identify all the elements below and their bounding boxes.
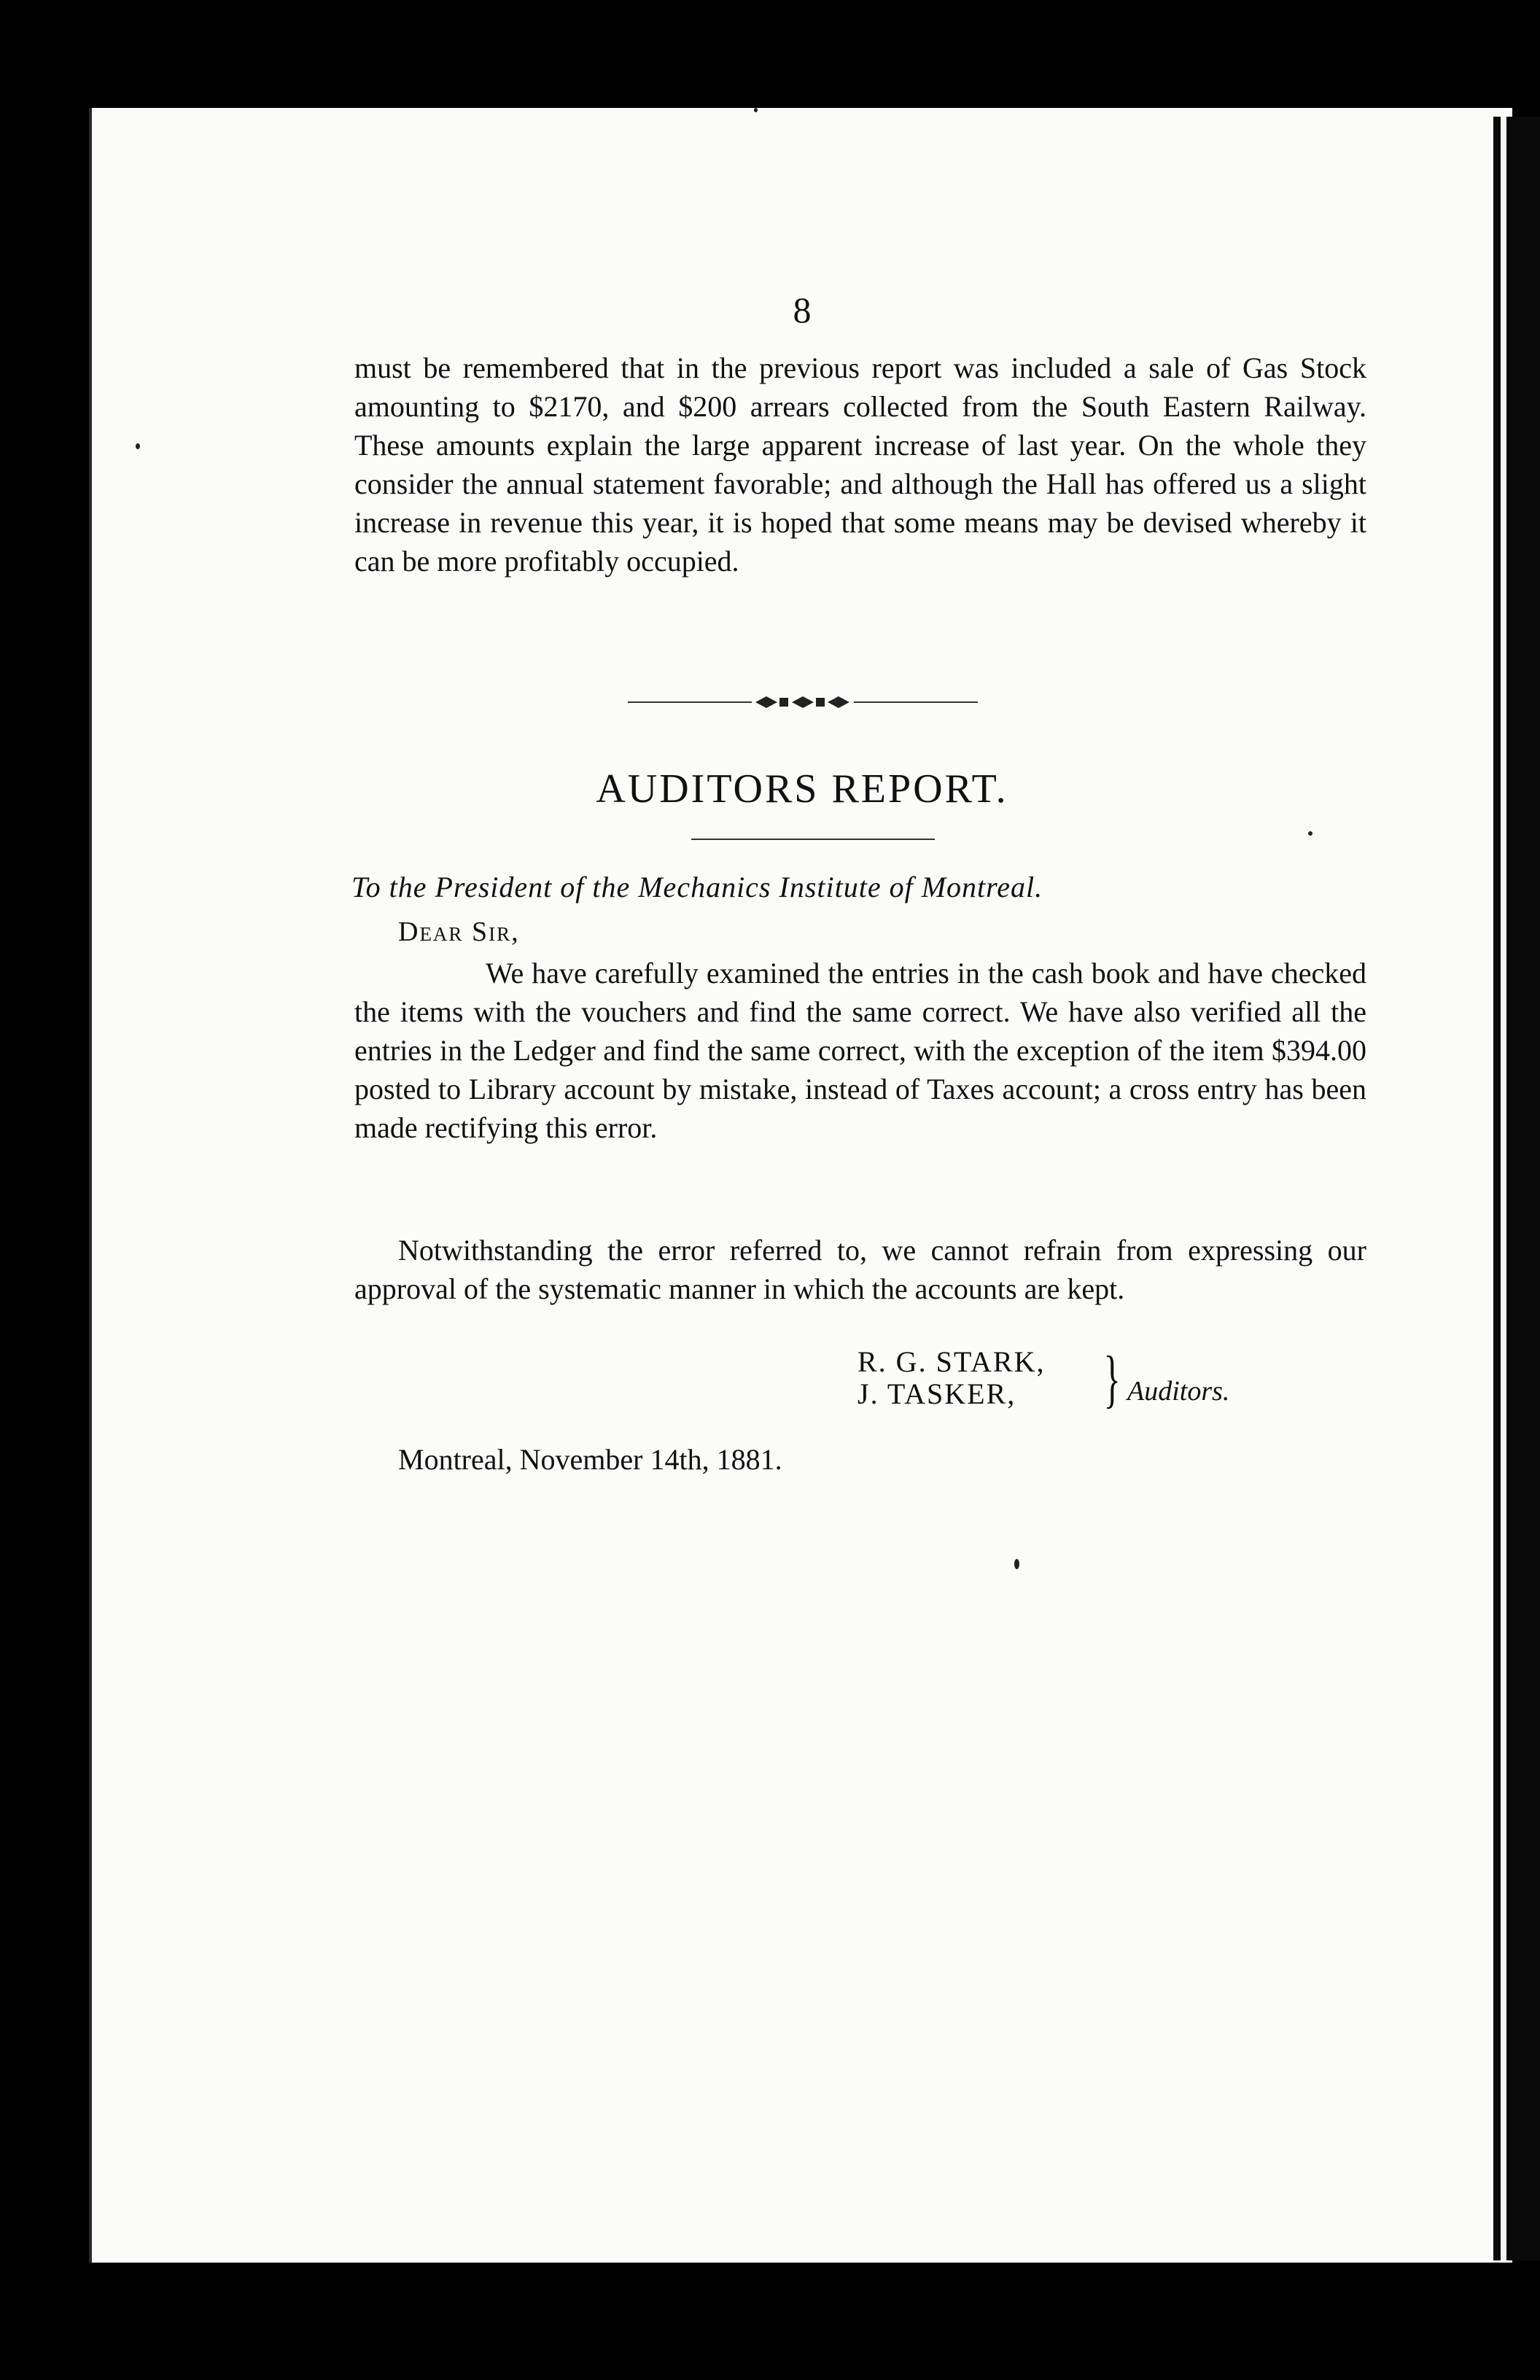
ink-speck [136,443,140,449]
signatories [858,1346,1046,1410]
ink-speck [754,108,758,112]
ink-speck [1014,1559,1019,1569]
section-heading: AUDITORS REPORT. [596,766,1008,812]
ornamental-divider [628,693,978,711]
dateline: Montreal, November 14th, 1881. [398,1443,782,1476]
document-page [89,108,1512,2263]
salutation: Dear Sir, [398,917,520,947]
adjacent-page-edge [1493,117,1540,2260]
page-number: 8 [793,289,812,330]
signatory-name: R. G. STARK, [858,1345,1046,1378]
signatory-role: Auditors. [1127,1376,1230,1407]
addressee-line: To the President of the Mechanics Institute of Montreal. [351,871,1043,903]
continuation-paragraph: must be remembered that in the previous report was included a sale of Gas Stock amounting to $2170, and $200 arrears collected from the South Eastern Railway. These amounts explain the large apparent increase of last year. On the whole they consider the annual statement favorable; and although the Hall has offered us a slight increase in revenue this year, it is hoped that some means may be devised whereby it can be more profitably occupied. [354,351,1366,578]
closing-paragraph: Notwithstanding the error referred to, we cannot refrain from expressing our approval of the systematic manner in which the accounts are kept. [354,1234,1366,1305]
signatory-name: J. TASKER, [858,1377,1016,1410]
report-paragraph: We have carefully examined the entries in the cash book and have checked the items with the vouchers and find the same correct. We have also verified all the entries in the Ledger and find the same correct, with the exception of the item $394.00 posted to Library account by mistake, instead of Taxes account; a cross entry has been made rectifying this error. [354,957,1366,1144]
heading-rule [691,839,935,840]
brace: } [1103,1344,1121,1415]
ink-speck [1308,831,1312,836]
